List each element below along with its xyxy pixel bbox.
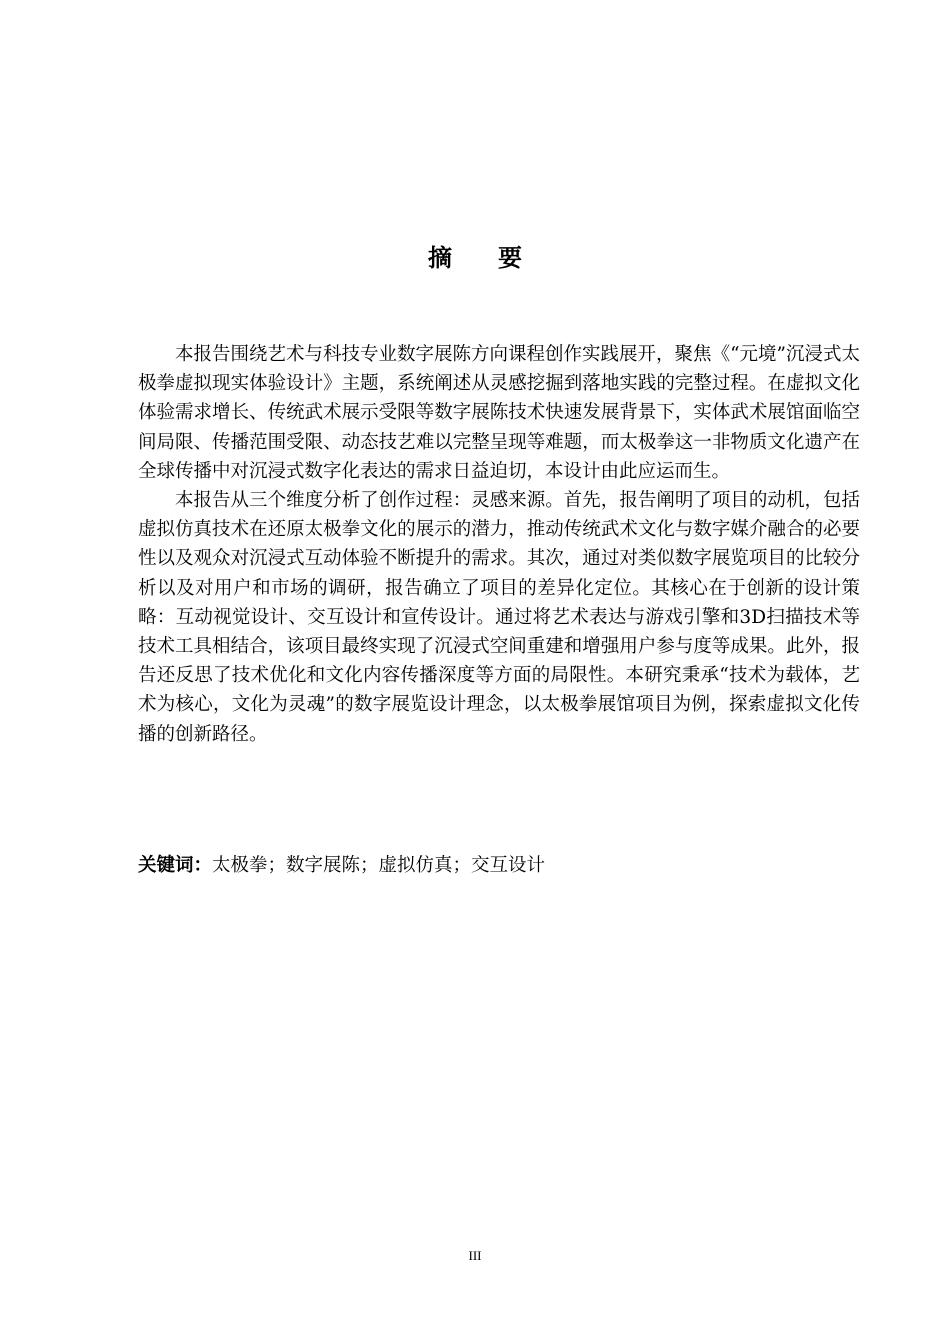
keywords-value: 太极拳；数字展陈；虚拟仿真；交互设计 — [212, 855, 546, 876]
page-title: 摘要 — [428, 243, 568, 272]
abstract-paragraph-2: 本报告从三个维度分析了创作过程：灵感来源。首先，报告阐明了项目的动机，包括虚拟仿真技术在还原太极拳文化的展示的潜力，推动传统武术文化与数字媒介融合的必要性以及观众对沉浸式互动体验不断提升的需求。其次，通过对类似数字展览项目的比较分析以及对用户和市场的调研，报告确立了项目的差异化定位。其核心在于创新的设计策略：互动视觉设计、交互设计和宣传设计。通过将艺术表达与游戏引擎和3D扫描技术等技术工具相结合，该项目最终实现了沉浸式空间重建和增强用户参与度等成果。此外，报告还反思了技术优化和文化内容传播深度等方面的局限性。本研究秉承“技术为载体，艺术为核心，文化为灵魂”的数字展览设计理念，以太极拳展馆项目为例，探索虚拟文化传播的创新路径。 — [138, 490, 860, 745]
keywords-label: 关键词： — [138, 855, 213, 876]
abstract-paragraph-1: 本报告围绕艺术与科技专业数字展陈方向课程创作实践展开，聚焦《“元境”沉浸式太极拳虚拟现实体验设计》主题，系统阐述从灵感挖掘到落地实践的完整过程。在虚拟文化体验需求增长、传统武术展示受限等数字展陈技术快速发展背景下，实体武术展馆面临空间局限、传播范围受限、动态技艺难以完整呈现等难题，而太极拳这一非物质文化遗产在全球传播中对沉浸式数字化表达的需求日益迫切，本设计由此应运而生。 — [138, 344, 860, 482]
keywords-line — [138, 851, 860, 880]
abstract-body — [138, 340, 860, 749]
page-number: III — [468, 1248, 482, 1263]
